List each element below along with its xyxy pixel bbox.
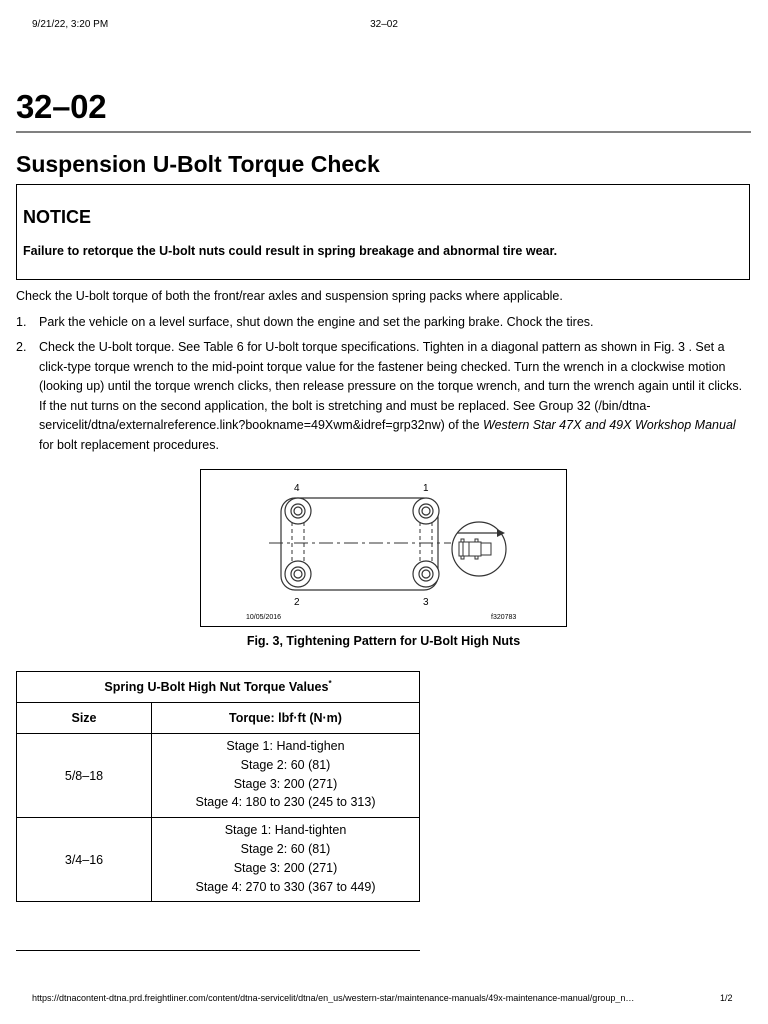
print-datetime: 9/21/22, 3:20 PM: [32, 19, 109, 30]
footnote-divider: [16, 950, 420, 951]
notice-title: NOTICE: [23, 207, 92, 227]
notice-text: Failure to retorque the U-bolt nuts could result in spring breakage and abnormal tire wear.: [23, 244, 558, 258]
column-header-torque: Torque: lbf·ft (N·m): [152, 703, 420, 734]
table-footnote-mark: *: [328, 679, 332, 689]
torque-table: [16, 671, 420, 902]
step-1: [16, 313, 751, 333]
section-title: Suspension U-Bolt Torque Check: [16, 151, 380, 177]
footer-page-number: 1/2: [720, 993, 733, 1003]
step-text: [39, 338, 751, 455]
print-doc-title: 32–02: [370, 19, 398, 30]
figure-date: 10/05/2016: [246, 614, 282, 621]
torque-stage: Stage 4: 180 to 230 (245 to 313): [195, 795, 376, 810]
step-2: [16, 338, 751, 455]
torque-stage: Stage 3: 200 (271): [233, 776, 338, 791]
figure-3: [200, 469, 567, 627]
footer-url[interactable]: https://dtnacontent-dtna.prd.freightliner.com/content/dtna-servicelit/dtna/en_us/western-star/maintenance-manuals/49x-maintenance-manual/group_n…: [32, 993, 635, 1003]
torque-stage: Stage 3: 200 (271): [233, 860, 338, 875]
heading-divider: [16, 131, 751, 133]
torque-cell: [152, 734, 420, 818]
table-row: [17, 734, 420, 818]
label-2: 2: [294, 597, 300, 608]
size-cell: 5/8–18: [17, 734, 152, 818]
torque-cell: [152, 818, 420, 902]
label-3: 3: [423, 597, 429, 608]
intro-paragraph: Check the U-bolt torque of both the front/rear axles and suspension spring packs where applicable.: [16, 289, 563, 303]
column-header-size: Size: [17, 703, 152, 734]
notice-box: [16, 184, 750, 280]
table-row: [17, 818, 420, 902]
table-caption: [17, 672, 420, 703]
table-caption-text: Spring U-Bolt High Nut Torque Values: [104, 680, 329, 695]
torque-stage: Stage 2: 60 (81): [240, 841, 331, 856]
manual-title-link[interactable]: Western Star 47X and 49X Workshop Manual: [483, 418, 736, 432]
step-text-end: for bolt replacement procedures.: [39, 437, 219, 452]
torque-stage: Stage 1: Hand-tighen: [226, 739, 345, 753]
figure-code: f320783: [491, 614, 517, 621]
label-4: 4: [294, 483, 300, 494]
label-1: 1: [423, 483, 429, 494]
step-text: Park the vehicle on a level surface, shut down the engine and set the parking brake. Chock the tires.: [39, 315, 594, 329]
torque-stage: Stage 4: 270 to 330 (367 to 449): [195, 879, 376, 894]
torque-stage: Stage 1: Hand-tighten: [224, 823, 347, 838]
torque-stage: Stage 2: 60 (81): [240, 757, 331, 772]
size-cell: 3/4–16: [17, 818, 152, 902]
step-text-main: Check the U-bolt torque. See Table 6 for U-bolt torque specifications. Tighten in a diagonal pattern as shown in Fig. 3 . Set a click-type torque wrench to the mid-point torque value for the fastener being checked. Turn the wrench in a clockwise motion (looking up) until the torque wrench clicks, then release pressure on the torque wrench, and turn the wrench again until it clicks. If the nut turns on the second application, the bolt is stretching and must be replaced. See Group 32 (/bin/dtna-servicelit/dtna/externalreference.link?bookname=49Xwm&idref=grp32nw) of the: [39, 340, 743, 432]
figure-caption: Fig. 3, Tightening Pattern for U-Bolt High Nuts: [246, 634, 521, 648]
step-number: 2.: [16, 340, 27, 354]
step-number: 1.: [16, 315, 27, 329]
page-heading: 32–02: [16, 88, 107, 125]
tightening-pattern-diagram: [201, 470, 566, 626]
